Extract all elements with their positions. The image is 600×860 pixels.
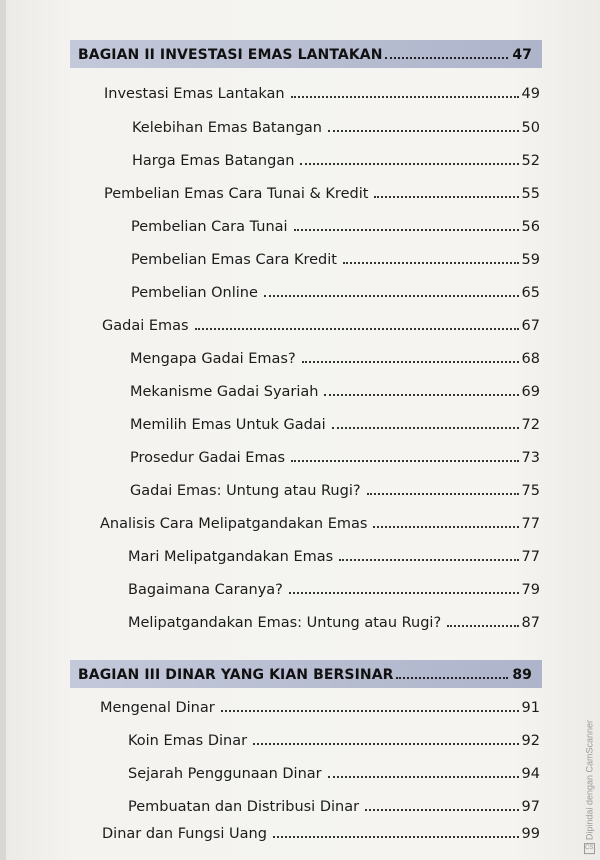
dot-leader bbox=[221, 710, 519, 712]
toc-entry-page: 75 bbox=[521, 483, 540, 499]
dot-leader bbox=[332, 427, 519, 429]
toc-entry bbox=[131, 246, 540, 268]
toc-entry-label: Analisis Cara Melipatgandakan Emas bbox=[100, 516, 368, 532]
toc-entry-label: Kelebihan Emas Batangan bbox=[132, 120, 322, 136]
toc-entry-label: Memilih Emas Untuk Gadai bbox=[130, 417, 326, 433]
toc-entry bbox=[130, 378, 540, 400]
toc-entry bbox=[128, 727, 540, 749]
dot-leader bbox=[289, 592, 519, 594]
toc-entry bbox=[104, 180, 540, 202]
toc-entry-label: Sejarah Penggunaan Dinar bbox=[128, 766, 322, 782]
dot-leader bbox=[195, 328, 519, 330]
toc-entry-page: 50 bbox=[521, 120, 540, 136]
toc-entry-page: 79 bbox=[521, 582, 540, 598]
page-edge bbox=[0, 0, 6, 860]
toc-entry bbox=[130, 345, 540, 367]
dot-leader bbox=[253, 743, 518, 745]
toc-entry-page: 65 bbox=[521, 285, 540, 301]
section-page-number: 47 bbox=[512, 47, 532, 63]
toc-entry-label: Harga Emas Batangan bbox=[132, 153, 295, 169]
toc-entry bbox=[130, 444, 540, 466]
toc-entry bbox=[100, 694, 540, 716]
toc-entry-page: 49 bbox=[521, 86, 540, 102]
toc-entry bbox=[100, 510, 540, 532]
toc-entry-label: Melipatgandakan Emas: Untung atau Rugi? bbox=[128, 615, 442, 631]
toc-entry bbox=[104, 80, 540, 102]
toc-entry-label: Investasi Emas Lantakan bbox=[104, 86, 285, 102]
toc-entry-label: Prosedur Gadai Emas bbox=[130, 450, 286, 466]
toc-entry-page: 92 bbox=[521, 733, 540, 749]
toc-entry-label: Pembelian Cara Tunai bbox=[131, 219, 288, 235]
toc-entry bbox=[130, 477, 540, 499]
section-header-bagian-iii bbox=[70, 660, 542, 688]
dot-leader bbox=[302, 361, 519, 363]
dot-leader bbox=[324, 394, 518, 396]
toc-entry-label: Pembelian Emas Cara Tunai & Kredit bbox=[104, 186, 369, 202]
toc-entry-label: Gadai Emas bbox=[102, 318, 189, 334]
toc-entry-label: Mengenal Dinar bbox=[100, 700, 215, 716]
toc-entry bbox=[132, 147, 540, 169]
dot-leader bbox=[374, 196, 518, 198]
toc-entry-label: Pembelian Emas Cara Kredit bbox=[131, 252, 337, 268]
toc-entry bbox=[102, 312, 540, 334]
dot-leader bbox=[339, 559, 518, 561]
dot-leader bbox=[343, 262, 519, 264]
toc-entry bbox=[131, 213, 540, 235]
toc-entry-page: 72 bbox=[521, 417, 540, 433]
toc-entry-label: Koin Emas Dinar bbox=[128, 733, 248, 749]
dot-leader bbox=[373, 526, 518, 528]
dot-leader bbox=[328, 776, 519, 778]
toc-entry bbox=[128, 543, 540, 565]
toc-entry-label: Gadai Emas: Untung atau Rugi? bbox=[130, 483, 361, 499]
toc-entry-page: 69 bbox=[521, 384, 540, 400]
dot-leader bbox=[396, 677, 509, 679]
toc-entry-page: 59 bbox=[521, 252, 540, 268]
toc-entry-page: 77 bbox=[521, 549, 540, 565]
dot-leader bbox=[264, 295, 519, 297]
toc-entry-page: 52 bbox=[521, 153, 540, 169]
toc-entry-page: 91 bbox=[521, 700, 540, 716]
toc-entry bbox=[102, 820, 540, 842]
camscanner-logo-icon: CS bbox=[584, 843, 595, 854]
dot-leader bbox=[291, 96, 519, 98]
toc-entry bbox=[128, 609, 540, 631]
section-page-number: 89 bbox=[512, 667, 532, 683]
toc-entry-label: Pembelian Online bbox=[131, 285, 258, 301]
toc-entry-page: 77 bbox=[521, 516, 540, 532]
watermark-label: Dipindai dengan CamScanner bbox=[584, 720, 595, 841]
dot-leader bbox=[273, 836, 519, 838]
dot-leader bbox=[367, 493, 519, 495]
toc-entry-page: 97 bbox=[521, 799, 540, 815]
toc-entry bbox=[128, 576, 540, 598]
toc-entry-label: Mari Melipatgandakan Emas bbox=[128, 549, 334, 565]
toc-entry-label: Mengapa Gadai Emas? bbox=[130, 351, 296, 367]
toc-entry bbox=[130, 411, 540, 433]
dot-leader bbox=[294, 229, 519, 231]
dot-leader bbox=[447, 625, 518, 627]
toc-entry-page: 87 bbox=[521, 615, 540, 631]
dot-leader bbox=[291, 460, 519, 462]
dot-leader bbox=[328, 130, 519, 132]
toc-entry-label: Dinar dan Fungsi Uang bbox=[102, 826, 267, 842]
toc-entry bbox=[132, 114, 540, 136]
toc-entry-page: 73 bbox=[521, 450, 540, 466]
dot-leader bbox=[300, 163, 518, 165]
toc-entry bbox=[131, 279, 540, 301]
toc-entry-page: 94 bbox=[521, 766, 540, 782]
toc-entry bbox=[128, 760, 540, 782]
toc-entry-label: Bagaimana Caranya? bbox=[128, 582, 283, 598]
toc-entry-page: 67 bbox=[521, 318, 540, 334]
camscanner-watermark bbox=[584, 720, 595, 854]
section-title: BAGIAN III DINAR YANG KIAN BERSINAR bbox=[78, 667, 394, 683]
toc-entry-label: Mekanisme Gadai Syariah bbox=[130, 384, 319, 400]
toc-entry-page: 55 bbox=[521, 186, 540, 202]
toc-entry bbox=[128, 793, 540, 815]
dot-leader bbox=[385, 57, 509, 59]
section-header-bagian-ii bbox=[70, 40, 542, 68]
dot-leader bbox=[365, 809, 518, 811]
section-title: BAGIAN II INVESTASI EMAS LANTAKAN bbox=[78, 47, 383, 63]
toc-entry-page: 56 bbox=[521, 219, 540, 235]
toc-entry-page: 68 bbox=[521, 351, 540, 367]
toc-entry-page: 99 bbox=[521, 826, 540, 842]
toc-entry-label: Pembuatan dan Distribusi Dinar bbox=[128, 799, 360, 815]
